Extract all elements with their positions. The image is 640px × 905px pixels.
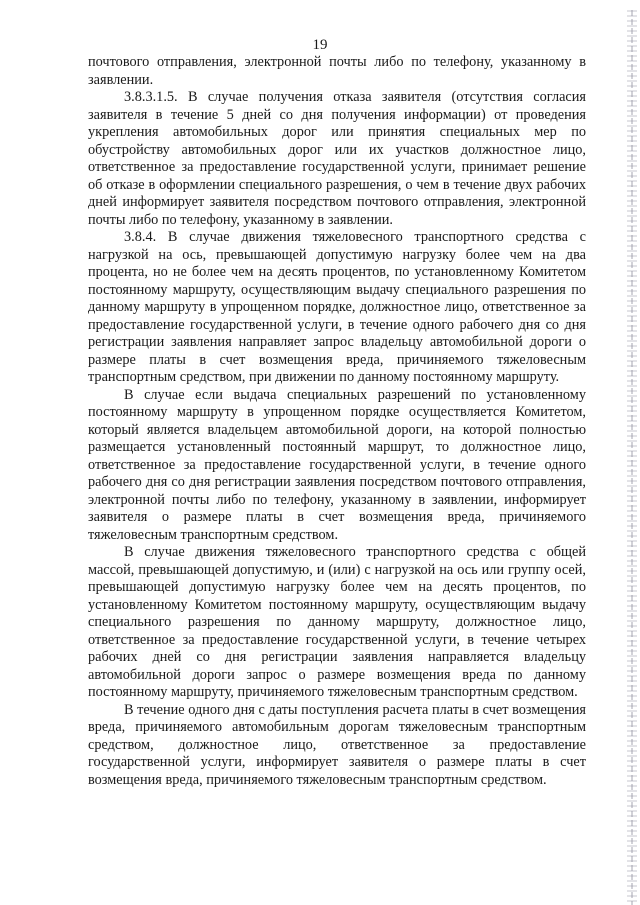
document-edge-stamp [627, 10, 637, 905]
paragraph-committee-owner: В случае если выдача специальных разрешений по установленному постоянному маршруту в упрощенном порядке осуществляется Комитетом, который является владельцем автомобильной дороги, на которой полностью размещается установленный постоянный маршрут, то должностное лицо, ответственное за предоставление государственной услуги, в течение одного рабочего дня со дня регистрации заявления посредством почтового отправления, электронной почты либо по телефону, указанному в заявлении, информирует заявителя о размере платы в счет возмещения вреда, причиняемого тяжеловесным транспортным средством. [88, 386, 586, 543]
document-body [88, 54, 586, 789]
paragraph-3-8-4: 3.8.4. В случае движения тяжеловесного транспортного средства с нагрузкой на ось, превышающей допустимую нагрузку более чем на два процента, но не более чем на десять процентов, по установленному Комитетом постоянному маршруту, осуществляющим выдачу специального разрешения по данному маршруту в упрощенном порядке, должностное лицо, ответственное за предоставление государственной услуги, в течение одного рабочего дня со дня регистрации заявления направляет запрос владельцу автомобильной дороги о размере платы в счет возмещения вреда, причиняемого тяжеловесным транспортным средством, при движении по данному постоянному маршруту. [88, 229, 586, 385]
paragraph-3-8-3-1-5: 3.8.3.1.5. В случае получения отказа заявителя (отсутствия согласия заявителя в течение 5 дней со дня получения информации) от проведения укрепления автомобильных дорог или принятия специальных мер по обустройству автомобильных дорог или их участков должностное лицо, ответственное за предоставление государственной услуги, принимает решение об отказе в оформлении специального разрешения, о чем в течение двух рабочих дней информирует заявителя посредством почтового отправления, электронной почты либо по телефону, указанному в заявлении. [88, 89, 586, 228]
paragraph-one-day-notice: В течение одного дня с даты поступления расчета платы в счет возмещения вреда, причиняемого автомобильным дорогам тяжеловесным транспортным средством, должностное лицо, ответственное за предоставление государственной услуги, информирует заявителя о размере платы в счет возмещения вреда, причиняемого тяжеловесным транспортным средством. [88, 701, 586, 788]
page-number: 19 [312, 37, 328, 53]
paragraph-1: почтового отправления, электронной почты либо по телефону, указанному в заявлении. [88, 54, 586, 88]
paragraph-exceeding-ten-percent: В случае движения тяжеловесного транспортного средства с общей массой, превышающей допустимую, и (или) с нагрузкой на ось или группу осей, превышающей допустимую нагрузку более чем на десять процентов, по установленному Комитетом постоянному маршруту, осуществляющим выдачу специального разрешения по данному маршруту, должностное лицо, ответственное за предоставление государственной услуги, в течение четырех рабочих дней со дня регистрации заявления направляется владельцу автомобильной дороги запрос о размере возмещения вреда по данному постоянному маршруту, причиняемого тяжеловесным транспортным средством. [88, 544, 586, 700]
edge-stamp-strip [631, 10, 633, 905]
